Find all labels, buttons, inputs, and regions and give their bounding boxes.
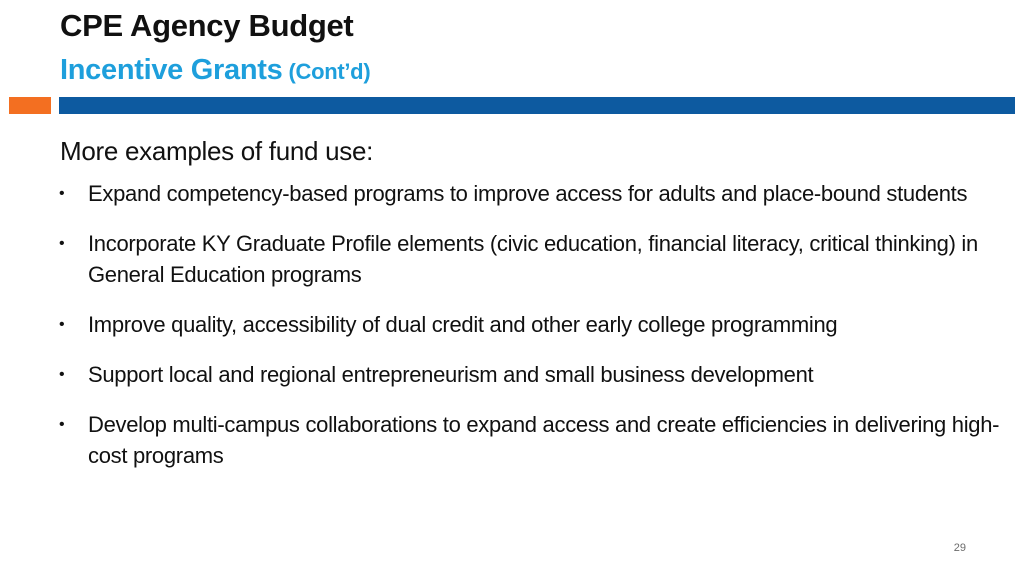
bullet-text: Expand competency-based programs to improve access for adults and place-bound students [88, 181, 968, 206]
bullet-list [56, 178, 1006, 490]
bullet-item [56, 359, 1006, 390]
bullet-dot-icon: • [59, 235, 65, 252]
bullet-dot-icon: • [59, 185, 65, 202]
bullet-text: Incorporate KY Graduate Profile elements (civic education, financial literacy, critical thinking) in General Education programs [88, 231, 978, 287]
bullet-item [56, 178, 1006, 209]
bullet-dot-icon: • [59, 416, 65, 433]
slide-subtitle [60, 54, 370, 87]
orange-accent-bar [9, 97, 51, 114]
bullet-item [56, 409, 1006, 471]
bullet-dot-icon: • [59, 366, 65, 383]
bullet-text: Improve quality, accessibility of dual credit and other early college programming [88, 312, 838, 337]
blue-header-rule [59, 97, 1015, 114]
bullet-dot-icon: • [59, 316, 65, 333]
page-number: 29 [953, 542, 966, 554]
slide-title: CPE Agency Budget [60, 8, 354, 43]
slide-subtitle-suffix: (Cont’d) [288, 59, 371, 84]
bullet-text: Support local and regional entrepreneurism and small business development [88, 362, 814, 387]
bullet-item [56, 309, 1006, 340]
slide-subtitle-main: Incentive Grants [60, 54, 283, 86]
bullet-text: Develop multi-campus collaborations to expand access and create efficiencies in delivering high-cost programs [88, 412, 1000, 468]
intro-text: More examples of fund use: [60, 136, 374, 166]
bullet-item [56, 228, 1006, 290]
